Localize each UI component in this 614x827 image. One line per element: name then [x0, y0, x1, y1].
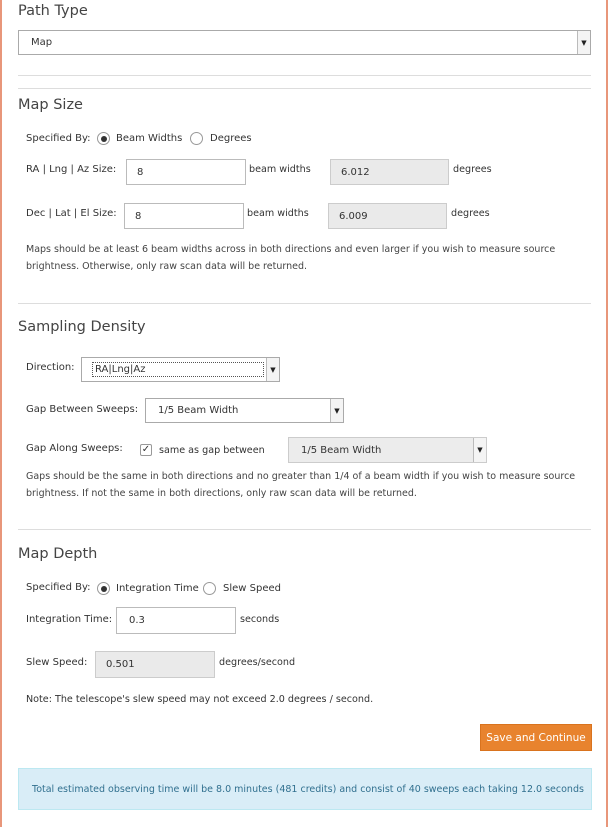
- path-type-select[interactable]: [18, 30, 591, 55]
- map-size-help-line2: brightness. Otherwise, only raw scan data will be returned.: [26, 261, 308, 272]
- chevron-down-icon: ▼: [266, 358, 279, 381]
- sampling-help-line1: Gaps should be the same in both directions and no greater than 1/4 of a beam width if you wish to measure source: [26, 471, 576, 482]
- ra-degrees-readonly: 6.012: [330, 159, 449, 185]
- path-type-title: Path Type: [18, 3, 88, 19]
- dec-degrees-unit: degrees: [451, 208, 490, 219]
- degrees-radio[interactable]: [190, 132, 203, 145]
- integration-time-input[interactable]: 0.3: [116, 607, 236, 634]
- map-size-help-line1: Maps should be at least 6 beam widths across in both directions and even larger if you wish to measure source: [26, 244, 556, 255]
- chevron-down-icon: ▼: [577, 31, 590, 54]
- ra-size-input[interactable]: 8: [126, 159, 246, 185]
- map-size-specified-by-label: Specified By:: [26, 133, 91, 144]
- dec-size-input[interactable]: 8: [124, 203, 244, 229]
- path-type-selected: Map: [31, 37, 53, 48]
- gap-between-selected: 1/5 Beam Width: [158, 405, 239, 416]
- dec-degrees-readonly: 6.009: [328, 203, 447, 229]
- divider: [18, 88, 591, 89]
- slew-speed-radio[interactable]: [203, 582, 216, 595]
- observing-time-summary: Total estimated observing time will be 8.0 minutes (481 credits) and consist of 40 sweeps each taking 12.0 seconds: [18, 768, 592, 810]
- gap-between-label: Gap Between Sweeps:: [26, 404, 139, 415]
- direction-selected: RA|Lng|Az: [92, 362, 264, 377]
- divider: [18, 303, 591, 304]
- sampling-density-title: Sampling Density: [18, 319, 146, 335]
- same-as-gap-checkbox[interactable]: ✓: [141, 444, 151, 455]
- gap-along-select: [288, 437, 487, 463]
- gap-between-select[interactable]: [145, 398, 344, 423]
- map-size-help: [26, 241, 586, 275]
- integration-time-radio[interactable]: [97, 582, 110, 595]
- left-frame-border: [0, 0, 2, 827]
- integration-time-option-label: Integration Time: [116, 583, 199, 594]
- integration-time-label: Integration Time:: [26, 614, 113, 625]
- gap-along-label: Gap Along Sweeps:: [26, 443, 123, 454]
- direction-label: Direction:: [26, 362, 75, 373]
- map-depth-title: Map Depth: [18, 546, 98, 562]
- slew-speed-label: Slew Speed:: [26, 657, 88, 668]
- chevron-down-icon: ▼: [473, 438, 486, 462]
- direction-select[interactable]: [81, 357, 280, 382]
- ra-degrees-unit: degrees: [453, 164, 492, 175]
- slew-speed-readonly: 0.501: [95, 651, 215, 678]
- chevron-down-icon: ▼: [330, 399, 343, 422]
- right-frame-border: [606, 0, 608, 827]
- save-and-continue-button[interactable]: Save and Continue: [480, 724, 592, 751]
- sampling-help-line2: brightness. If not the same in both directions, only raw scan data will be returned.: [26, 488, 417, 499]
- gap-along-selected: 1/5 Beam Width: [301, 444, 382, 456]
- dec-size-label: Dec | Lat | El Size:: [26, 208, 117, 219]
- slew-speed-unit: degrees/second: [219, 657, 296, 668]
- beam-widths-radio[interactable]: [97, 132, 110, 145]
- integration-time-unit: seconds: [240, 614, 280, 625]
- divider: [18, 529, 591, 530]
- beam-widths-label: Beam Widths: [116, 133, 183, 144]
- slew-speed-note: Note: The telescope's slew speed may not exceed 2.0 degrees / second.: [26, 694, 374, 705]
- sampling-help: [26, 468, 586, 502]
- map-depth-specified-by-label: Specified By:: [26, 582, 91, 593]
- ra-size-label: RA | Lng | Az Size:: [26, 164, 117, 175]
- ra-unit-label: beam widths: [249, 164, 311, 175]
- same-as-gap-label: same as gap between: [159, 445, 265, 456]
- slew-speed-option-label: Slew Speed: [223, 583, 281, 594]
- map-size-title: Map Size: [18, 97, 83, 113]
- degrees-label: Degrees: [210, 133, 252, 144]
- divider: [18, 75, 591, 76]
- dec-unit-label: beam widths: [247, 208, 309, 219]
